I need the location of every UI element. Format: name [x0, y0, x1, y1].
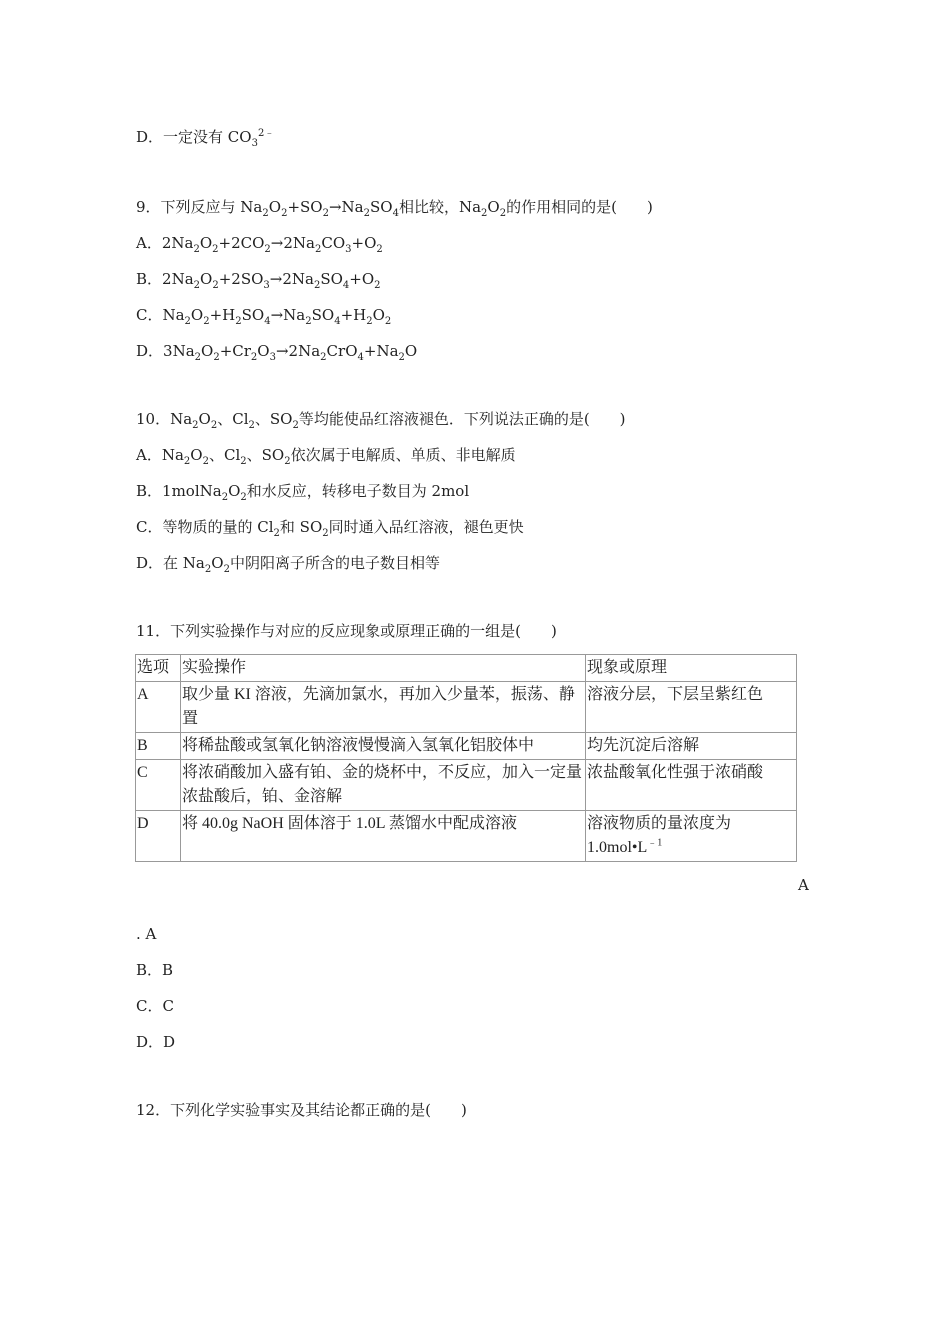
row-operation: 将稀盐酸或氢氧化钠溶液慢慢滴入氢氧化铝胶体中: [181, 733, 586, 760]
q11-table: [135, 654, 797, 862]
q10-option-c: C．等物质的量的 $Cl_2$和 $SO_2$同时通入品红溶液，褪色更快: [136, 518, 524, 539]
row-result: 均先沉淀后溶解: [586, 733, 797, 760]
q9-option-d: D．$3Na_2O_2+Cr_2O_3\to 2Na_2CrO_4+Na_2O$: [136, 342, 418, 363]
q10-stem: 10．$Na_2O_2$、$Cl_2$、$SO_2$等均能使品红溶液褪色．下列说法正确的是( ): [136, 410, 626, 431]
row-result: 浓盐酸氧化性强于浓硝酸: [586, 760, 797, 811]
row-operation: 将 40.0g NaOH 固体溶于 1.0L 蒸馏水中配成溶液: [181, 811, 586, 862]
row-result: [586, 811, 797, 862]
q11-stem: 11．下列实验操作与对应的反应现象或原理正确的一组是( ): [136, 622, 557, 640]
header-option: 选项: [136, 655, 181, 682]
header-operation: 实验操作: [181, 655, 586, 682]
row-option: D: [136, 811, 181, 862]
result-unit: 1.0mol•L: [587, 839, 648, 856]
row-operation: 取少量 KI 溶液，先滴加氯水，再加入少量苯，振荡、静置: [181, 682, 586, 733]
q12-stem: 12．下列化学实验事实及其结论都正确的是( ): [136, 1101, 467, 1119]
q9-option-b: B．$2Na_2O_2+2SO_3\to 2Na_2SO_4+O_2$: [136, 270, 381, 291]
row-option: A: [136, 682, 181, 733]
table-row: [136, 733, 797, 760]
table-row: [136, 811, 797, 862]
table-header-row: [136, 655, 797, 682]
row-option: B: [136, 733, 181, 760]
q9-stem: 9．下列反应与 $Na_2O_2+SO_2\to Na_2SO_4$相比较，$Na_2O_2$的作用相同的是( ): [136, 198, 653, 219]
q11-option-b: B．B: [136, 961, 174, 979]
q9-option-c: C．$Na_2O_2+H_2SO_4\to Na_2SO_4+H_2O_2$: [136, 306, 392, 327]
row-operation: 将浓硝酸加入盛有铂、金的烧杯中，不反应，加入一定量浓盐酸后，铂、金溶解: [181, 760, 586, 811]
q11-option-c: C．C: [136, 997, 174, 1015]
table-row: [136, 760, 797, 811]
row-result: 溶液分层，下层呈紫红色: [586, 682, 797, 733]
table-row: [136, 682, 797, 733]
q10-option-d: D．在 $Na_2O_2$中阴阳离子所含的电子数目相等: [136, 554, 440, 575]
row-option: C: [136, 760, 181, 811]
result-unit-exponent: ﹣1: [647, 837, 663, 849]
q8-option-d: D．一定没有 $CO_3^{2﹣}$: [136, 128, 275, 149]
q10-option-a: A．$Na_2O_2$、$Cl_2$、$SO_2$依次属于电解质、单质、非电解质: [136, 446, 516, 467]
result-text: 溶液物质的量浓度为: [587, 815, 732, 832]
stray-letter: A: [798, 876, 809, 894]
q9-option-a: A．$2Na_2O_2+2CO_2\to 2Na_2CO_3+O_2$: [136, 234, 383, 255]
q11-option-d: D．D: [136, 1033, 176, 1051]
q10-option-b: B．$1molNa_2O_2$和水反应，转移电子数目为 2mol: [136, 482, 470, 503]
q11-option-a: . A: [136, 925, 157, 943]
header-result: 现象或原理: [586, 655, 797, 682]
